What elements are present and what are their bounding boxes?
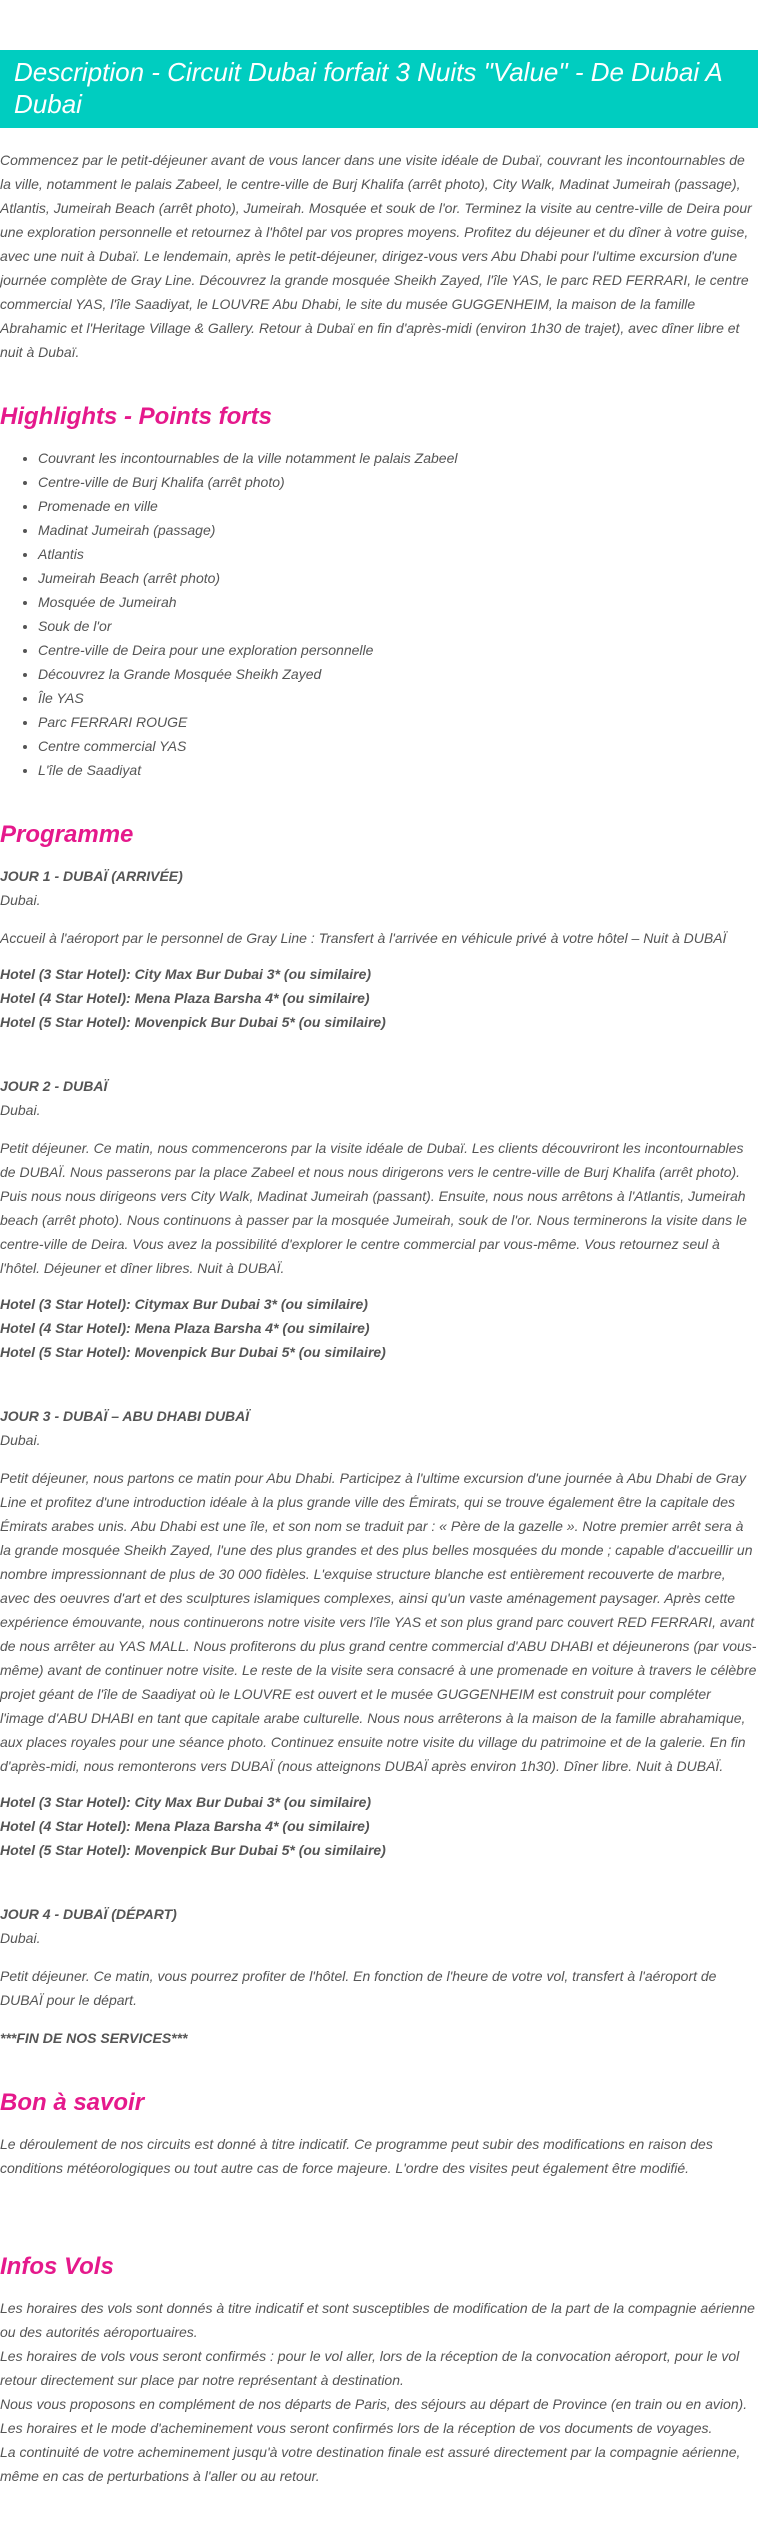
end-of-services: ***FIN DE NOS SERVICES***	[0, 2030, 188, 2046]
day-3	[0, 1404, 758, 1862]
page	[0, 50, 758, 2528]
day-city: Dubai.	[0, 1102, 41, 1118]
highlight-item: • Atlantis	[38, 542, 758, 566]
infos-vols-line: Les horaires de vols vous seront confirmés : pour le vol aller, lors de la réception de la convocation aéroport, pour le vol retour directement sur place par notre représentant à destination.	[0, 2348, 740, 2388]
highlight-item: • Mosquée de Jumeirah	[38, 590, 758, 614]
infos-vols-line: Les horaires et le mode d'acheminement vous seront confirmés lors de la réception de vos documents de voyages.	[0, 2420, 713, 2436]
day-1	[0, 864, 758, 1034]
infos-vols-line: La continuité de votre acheminement jusqu'à votre destination finale est assuré directement par la compagnie aérienne, même en cas de perturbations à l'aller ou au retour.	[0, 2444, 741, 2484]
day-title: JOUR 4 - DUBAÏ (DÉPART)	[0, 1906, 177, 1922]
description-banner: Description - Circuit Dubai forfait 3 Nuits "Value" - De Dubai A Dubai	[0, 50, 758, 128]
highlights-heading: Highlights - Points forts	[0, 403, 272, 430]
day-title: JOUR 3 - DUBAÏ – ABU DHABI DUBAÏ	[0, 1408, 250, 1424]
hotel-line: Hotel (3 Star Hotel): City Max Bur Dubai 3* (ou similaire)	[0, 966, 372, 982]
day-description: Accueil à l'aéroport par le personnel de Gray Line : Transfert à l'arrivée en véhicule privé à votre hôtel – Nuit à DUBAÏ	[0, 930, 727, 946]
hotel-line: Hotel (3 Star Hotel): City Max Bur Dubai 3* (ou similaire)	[0, 1794, 372, 1810]
highlight-item: • Centre-ville de Burj Khalifa (arrêt photo)	[38, 470, 758, 494]
highlights-list	[0, 446, 758, 782]
highlight-item: • Découvrez la Grande Mosquée Sheikh Zayed	[38, 662, 758, 686]
intro-paragraph: Commencez par le petit-déjeuner avant de vous lancer dans une visite idéale de Dubaï, couvrant les incontournables de la ville, notamment le palais Zabeel, le centre-ville de Burj Khalifa (arrêt photo), City Walk, Madinat Jumeirah (passage), Atlantis, Jumeirah Beach (arrêt photo), Jumeirah. Mosquée et souk de l'or. Terminez la visite au centre-ville de Deira pour une exploration personnelle et retournez à l'hôtel par vos propres moyens. Profitez du déjeuner et du dîner à votre guise, avec une nuit à Dubaï. Le lendemain, après le petit-déjeuner, dirigez-vous vers Abu Dhabi pour l'ultime excursion d'une journée complète de Gray Line. Découvrez la grande mosquée Sheikh Zayed, l'île YAS, le parc RED FERRARI, le centre commercial YAS, l'île Saadiyat, le LOUVRE Abu Dhabi, le site du musée GUGGENHEIM, la maison de la famille Abrahamic et l'Heritage Village & Gallery. Retour à Dubaï en fin d'après-midi (environ 1h30 de trajet), avec dîner libre et nuit à Dubaï.	[0, 152, 752, 360]
bon-a-savoir-text: Le déroulement de nos circuits est donné à titre indicatif. Ce programme peut subir des modifications en raison des conditions météorologiques ou tout autre cas de force majeure. L'ordre des visites peut également être modifié.	[0, 2136, 713, 2176]
day-title: JOUR 1 - DUBAÏ (ARRIVÉE)	[0, 868, 183, 884]
highlight-item: • Souk de l'or	[38, 614, 758, 638]
hotel-line: Hotel (4 Star Hotel): Mena Plaza Barsha 4* (ou similaire)	[0, 990, 370, 1006]
day-city: Dubai.	[0, 892, 41, 908]
highlight-item: • Madinat Jumeirah (passage)	[38, 518, 758, 542]
day-description: Petit déjeuner. Ce matin, vous pourrez profiter de l'hôtel. En fonction de l'heure de votre vol, transfert à l'aéroport de DUBAÏ pour le départ.	[0, 1968, 717, 2008]
hotel-list	[0, 1292, 758, 1364]
hotel-line: Hotel (5 Star Hotel): Movenpick Bur Dubai 5* (ou similaire)	[0, 1842, 386, 1858]
day-4	[0, 1902, 758, 2050]
hotel-line: Hotel (4 Star Hotel): Mena Plaza Barsha 4* (ou similaire)	[0, 1818, 370, 1834]
day-description: Petit déjeuner, nous partons ce matin pour Abu Dhabi. Participez à l'ultime excursion d'une journée à Abu Dhabi de Gray Line et profitez d'une introduction idéale à la plus grande ville des Émirats, qui se trouve également être la capitale des Émirats arabes unis. Abu Dhabi est une île, et son nom se traduit par : « Père de la gazelle ». Notre premier arrêt sera à la grande mosquée Sheikh Zayed, l'une des plus grandes et des plus belles mosquées du monde ; capable d'accueillir un nombre impressionnant de plus de 30 000 fidèles. L'exquise structure blanche est entièrement recouverte de marbre, avec des oeuvres d'art et des sculptures islamiques complexes, ainsi qu'un vaste aménagement paysager. Après cette expérience émouvante, nous continuerons notre visite vers l'île YAS et son plus grand parc couvert RED FERRARI, avant de nous arrêter au YAS MALL. Nous profiterons du plus grand centre commercial d'ABU DHABI et déjeunerons (par vous-même) avant de continuer notre visite. Le reste de la visite sera consacré à une promenade en voiture à travers le célèbre projet géant de l'île de Saadiyat où le LOUVRE est ouvert et le musée GUGGENHEIM est construit pour compléter l'image d'ABU DHABI en tant que capitale arabe culturelle. Nous nous arrêterons à la maison de la famille abrahamique, aux places royales pour une séance photo. Continuez ensuite notre visite du village du patrimoine et de la galerie. En fin d'après-midi, nous remonterons vers DUBAÏ (nous atteignons DUBAÏ après environ 1h30). Dîner libre. Nuit à DUBAÏ.	[0, 1470, 757, 1774]
hotel-list	[0, 1790, 758, 1862]
hotel-line: Hotel (4 Star Hotel): Mena Plaza Barsha 4* (ou similaire)	[0, 1320, 370, 1336]
hotel-list	[0, 962, 758, 1034]
bon-a-savoir-heading: Bon à savoir	[0, 2089, 145, 2116]
highlight-item: • L'île de Saadiyat	[38, 758, 758, 782]
infos-vols-line: Nous vous proposons en complément de nos départs de Paris, des séjours au départ de Province (en train ou en avion).	[0, 2396, 748, 2412]
day-city: Dubai.	[0, 1432, 41, 1448]
highlight-item: • Jumeirah Beach (arrêt photo)	[38, 566, 758, 590]
infos-vols-text	[0, 2296, 758, 2488]
highlight-item: • Promenade en ville	[38, 494, 758, 518]
day-title: JOUR 2 - DUBAÏ	[0, 1078, 108, 1094]
day-city: Dubai.	[0, 1930, 41, 1946]
highlight-item: • Couvrant les incontournables de la ville notamment le palais Zabeel	[38, 446, 758, 470]
highlight-item: • Centre commercial YAS	[38, 734, 758, 758]
hotel-line: Hotel (5 Star Hotel): Movenpick Bur Dubai 5* (ou similaire)	[0, 1344, 386, 1360]
day-2	[0, 1074, 758, 1364]
infos-vols-line: Les horaires des vols sont donnés à titre indicatif et sont susceptibles de modification de la part de la compagnie aérienne ou des autorités aéroportuaires.	[0, 2300, 755, 2340]
infos-vols-heading: Infos Vols	[0, 2253, 114, 2280]
spacer	[0, 2180, 758, 2214]
highlight-item: • Centre-ville de Deira pour une exploration personnelle	[38, 638, 758, 662]
programme-heading: Programme	[0, 821, 134, 848]
highlight-item: • Parc FERRARI ROUGE	[38, 710, 758, 734]
hotel-line: Hotel (5 Star Hotel): Movenpick Bur Dubai 5* (ou similaire)	[0, 1014, 386, 1030]
day-description: Petit déjeuner. Ce matin, nous commencerons par la visite idéale de Dubaï. Les clients découvriront les incontournables de DUBAÏ. Nous passerons par la place Zabeel et nous nous dirigerons vers le centre-ville de Burj Khalifa (arrêt photo). Puis nous nous dirigeons vers City Walk, Madinat Jumeirah (passant). Ensuite, nous nous arrêtons à l'Atlantis, Jumeirah beach (arrêt photo). Nous continuons à passer par la mosquée Jumeirah, souk de l'or. Nous terminerons la visite dans le centre-ville de Deira. Vous avez la possibilité d'explorer le centre commercial par vous-même. Vous retournez seul à l'hôtel. Déjeuner et dîner libres. Nuit à DUBAÏ.	[0, 1140, 747, 1276]
highlight-item: • Île YAS	[38, 686, 758, 710]
hotel-line: Hotel (3 Star Hotel): Citymax Bur Dubai 3* (ou similaire)	[0, 1296, 368, 1312]
